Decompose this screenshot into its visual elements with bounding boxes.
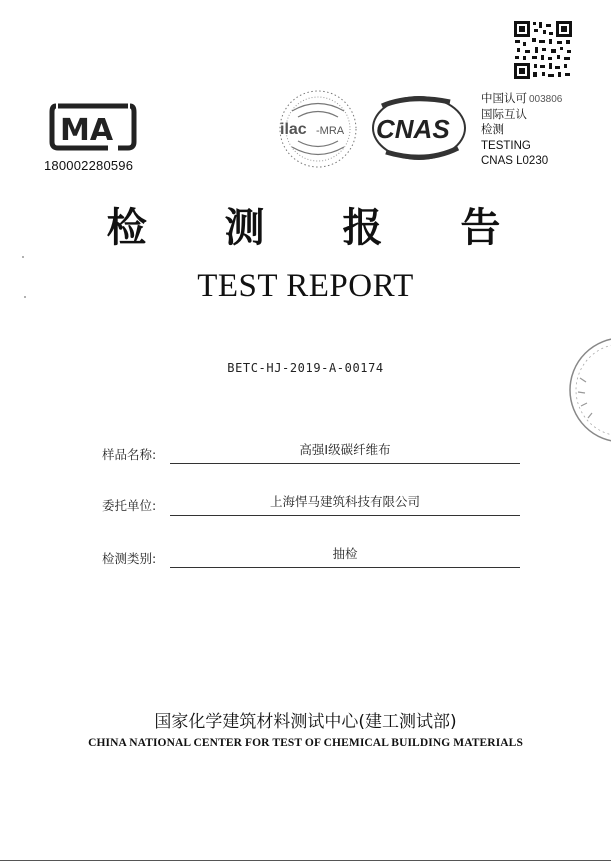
cert-line-2: 国际互认 [481, 108, 527, 121]
client-underline [170, 515, 520, 516]
sample-name-label: 样品名称: [102, 447, 157, 462]
cert-line-4: TESTING [481, 139, 531, 152]
qr-code-icon [513, 20, 573, 80]
svg-text:ilac: ilac [280, 121, 307, 138]
sample-name-underline [170, 463, 520, 464]
test-category-label: 检测类别: [102, 551, 157, 566]
cert-line-3: 检测 [481, 124, 504, 136]
report-number: BETC-HJ-2019-A-00174 [227, 361, 384, 375]
page-bottom-edge [0, 860, 611, 861]
sample-name-value: 高强Ⅰ级碳纤维布 [299, 442, 391, 457]
organization-name-cn: 国家化学建筑材料测试中心(建工测试部) [154, 712, 457, 732]
cert-line-1: 中国认可 [481, 93, 527, 105]
seal-stamp-icon [562, 330, 611, 450]
svg-text:MA: MA [60, 113, 114, 148]
scan-speck [22, 256, 24, 258]
cma-number: 180002280596 [44, 158, 134, 173]
accreditation-text [481, 92, 562, 170]
report-title-en: TEST REPORT [197, 268, 414, 304]
client-label: 委托单位: [102, 498, 157, 513]
cnas-logo-icon [370, 94, 468, 162]
client-value: 上海悍马建筑科技有限公司 [269, 494, 420, 509]
cert-code: 003806 [529, 94, 563, 105]
test-category-underline [170, 567, 520, 568]
test-category-value: 抽检 [332, 546, 358, 561]
svg-text:-MRA: -MRA [316, 125, 345, 137]
report-title-cn: 检 测 报 告 [106, 205, 533, 251]
ilac-mra-logo-icon [272, 86, 364, 172]
cert-line-5: CNAS L0230 [481, 155, 549, 167]
organization-name-en: CHINA NATIONAL CENTER FOR TEST OF CHEMICAL BUILDING MATERIALS [88, 737, 523, 749]
svg-text:CNAS: CNAS [376, 114, 450, 144]
cma-logo-icon [48, 100, 138, 155]
